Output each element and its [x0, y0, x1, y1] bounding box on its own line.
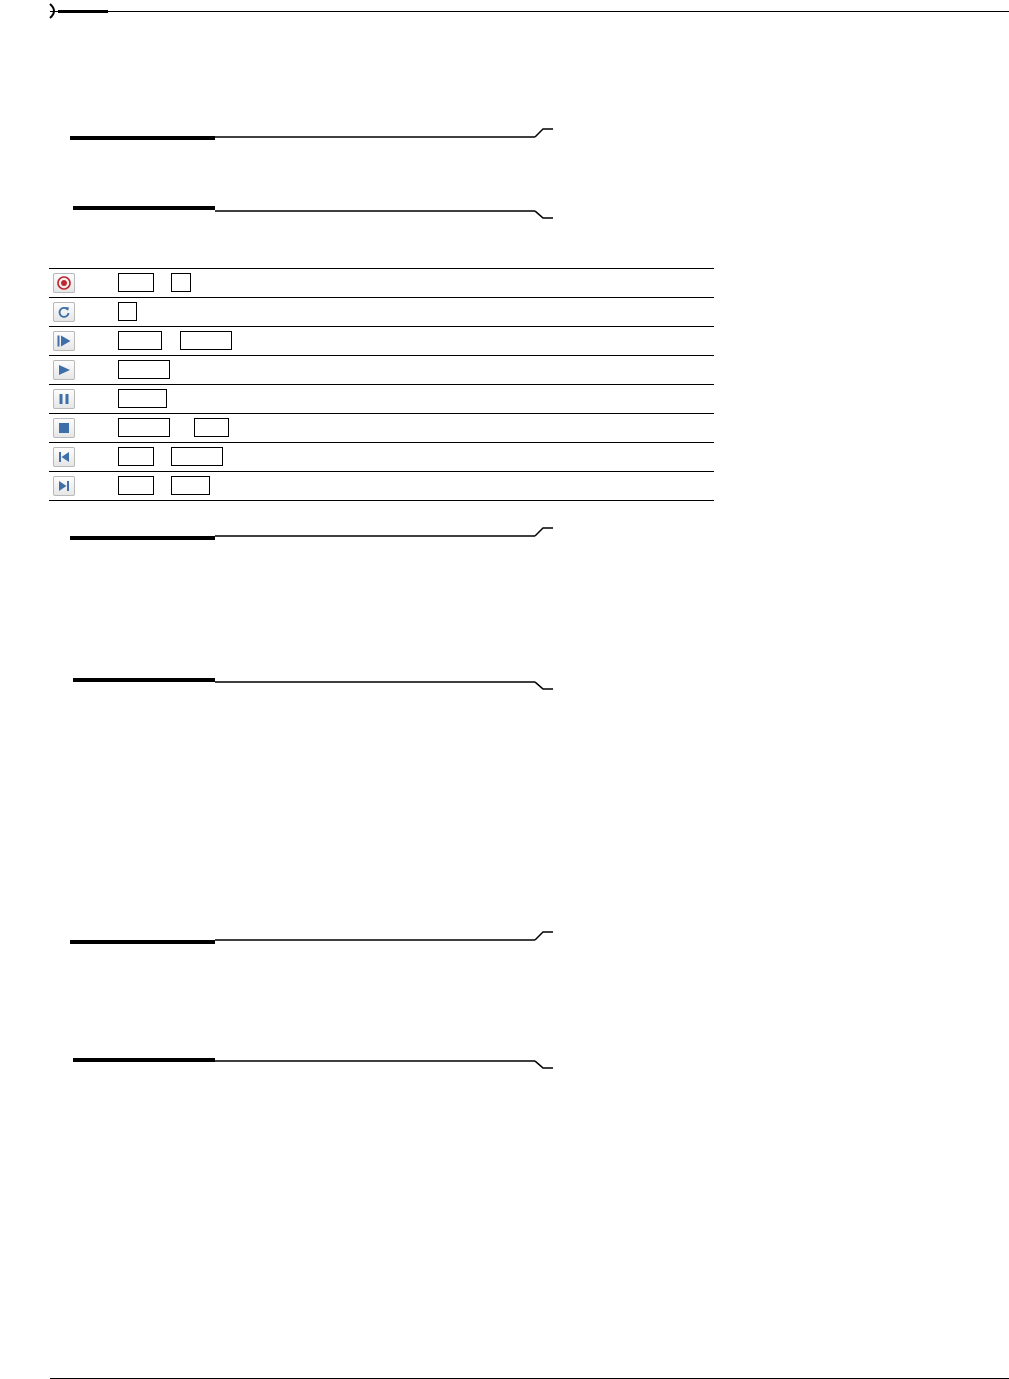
- shortcut-key: [118, 389, 167, 408]
- shortcut-key: [118, 476, 154, 495]
- shortcut-key: [118, 273, 154, 292]
- pause-icon[interactable]: [53, 389, 75, 409]
- shortcut-key: [171, 273, 191, 292]
- table-row-pause: [49, 385, 714, 414]
- shortcut-key: [171, 476, 210, 495]
- go-to-start-icon[interactable]: [53, 447, 75, 467]
- subsection-heading-rule: [60, 202, 560, 222]
- table-row-stop: [49, 414, 714, 443]
- section-heading-rule: [60, 124, 560, 144]
- transport-shortcuts-table: [49, 268, 714, 501]
- shortcut-key: [194, 418, 229, 437]
- subsection-heading-rule: [60, 674, 560, 694]
- stop-icon[interactable]: [53, 418, 75, 438]
- table-row-record: [49, 269, 714, 298]
- table-row-play: [49, 356, 714, 385]
- shortcut-key: [171, 447, 223, 466]
- loop-icon[interactable]: [53, 302, 75, 322]
- play-icon[interactable]: [53, 360, 75, 380]
- shortcut-key: [118, 447, 154, 466]
- subsection-heading-rule: [60, 1054, 560, 1074]
- table-row-loop: [49, 298, 714, 327]
- section-heading-rule: [60, 522, 560, 542]
- section-heading-rule: [60, 926, 560, 946]
- shortcut-key: [118, 418, 170, 437]
- table-row-go-to-start: [49, 443, 714, 472]
- go-to-end-icon[interactable]: [53, 476, 75, 496]
- play-from-start-icon[interactable]: [53, 331, 75, 351]
- shortcut-key: [118, 360, 170, 379]
- record-icon[interactable]: [53, 273, 75, 293]
- shortcut-key: [180, 331, 232, 350]
- header-rule-accent: [58, 10, 108, 13]
- header-rule: [50, 11, 1009, 12]
- page-corner-bracket: [48, 3, 64, 19]
- shortcut-key: [118, 302, 137, 321]
- table-row-play-from-start: [49, 327, 714, 356]
- shortcut-key: [118, 331, 162, 350]
- table-row-go-to-end: [49, 472, 714, 501]
